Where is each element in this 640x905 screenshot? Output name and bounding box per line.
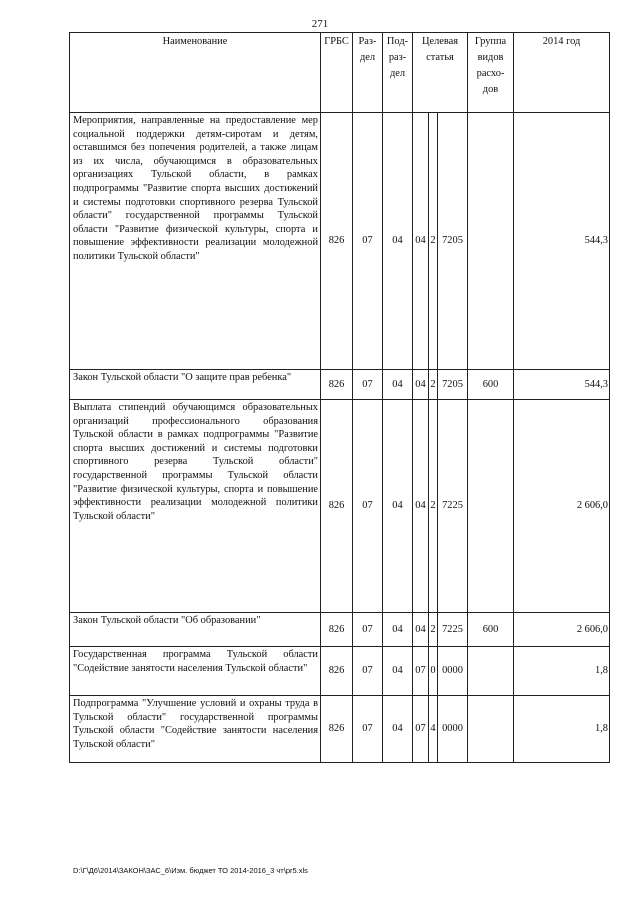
table-row (70, 696, 610, 763)
row-grbs: 826 (321, 400, 353, 613)
col-header-group: Группа видов расхо- дов (468, 33, 514, 113)
col-header-name: Наименование (70, 33, 321, 113)
col-header-target: Целевая статья (413, 33, 468, 113)
table-body (70, 113, 610, 763)
row-podrazdel: 04 (383, 696, 413, 763)
row-target-subprogram: 2 (429, 400, 438, 613)
row-target-subprogram: 4 (429, 696, 438, 763)
row-podrazdel: 04 (383, 370, 413, 400)
row-razdel: 07 (353, 400, 383, 613)
row-expense-group (468, 113, 514, 370)
row-target-code: 7225 (438, 613, 468, 647)
row-podrazdel: 04 (383, 647, 413, 696)
row-name: Выплата стипендий обучающимся образовательных организаций профессионального образования Тульской области в рамках подпрограммы "Развитие спорта высших достижений и системы подготовки спортивного резерва Тульской области" государственной программы Тульской области "Развитие физической культуры, спорта и повышение эффективности реализации молодежной политики Тульской области" (70, 400, 321, 613)
page-number: 271 (311, 18, 329, 30)
row-target-program: 07 (413, 696, 429, 763)
row-target-code: 7205 (438, 370, 468, 400)
row-target-program: 04 (413, 400, 429, 613)
row-amount: 544,3 (514, 113, 610, 370)
row-expense-group (468, 696, 514, 763)
row-target-program: 04 (413, 370, 429, 400)
table-row (70, 647, 610, 696)
row-amount: 2 606,0 (514, 613, 610, 647)
row-amount: 544,3 (514, 370, 610, 400)
row-target-subprogram: 2 (429, 613, 438, 647)
row-grbs: 826 (321, 113, 353, 370)
row-amount: 1,8 (514, 696, 610, 763)
row-grbs: 826 (321, 370, 353, 400)
row-target-program: 04 (413, 113, 429, 370)
row-target-code: 0000 (438, 696, 468, 763)
table-row (70, 370, 610, 400)
col-header-razdel: Раз- дел (353, 33, 383, 113)
row-name: Закон Тульской области "О защите прав ребенка" (70, 370, 321, 400)
row-name: Закон Тульской области "Об образовании" (70, 613, 321, 647)
row-target-subprogram: 2 (429, 113, 438, 370)
budget-table (69, 32, 610, 763)
row-razdel: 07 (353, 647, 383, 696)
row-podrazdel: 04 (383, 400, 413, 613)
row-target-subprogram: 0 (429, 647, 438, 696)
table-row (70, 613, 610, 647)
row-name: Мероприятия, направленные на предоставление мер социальной поддержки детям-сиротам и детям, оставшимся без попечения родителей, а также лицам из их числа, обучающимся в образовательных организациях Тульской области, в рамках подпрограммы "Развитие спорта высших достижений и системы подготовки спортивного резерва Тульской области" государственной программы Тульской области "Развитие физической культуры, спорта и повышение эффективности реализации молодежной политики Тульской области" (70, 113, 321, 370)
row-amount: 2 606,0 (514, 400, 610, 613)
file-path: D:\Г\Д6\2014\ЗАКОН\ЗАС_6\Изм. бюджет ТО 2014-2016_3 чт\pr5.xls (73, 866, 308, 875)
row-target-code: 0000 (438, 647, 468, 696)
row-grbs: 826 (321, 613, 353, 647)
row-amount: 1,8 (514, 647, 610, 696)
row-target-code: 7225 (438, 400, 468, 613)
row-target-program: 04 (413, 613, 429, 647)
row-expense-group: 600 (468, 613, 514, 647)
row-podrazdel: 04 (383, 613, 413, 647)
row-target-code: 7205 (438, 113, 468, 370)
col-header-grbs: ГРБС (321, 33, 353, 113)
table-row (70, 400, 610, 613)
row-podrazdel: 04 (383, 113, 413, 370)
row-razdel: 07 (353, 370, 383, 400)
row-expense-group (468, 647, 514, 696)
row-razdel: 07 (353, 696, 383, 763)
row-name: Государственная программа Тульской области "Содействие занятости населения Тульской области" (70, 647, 321, 696)
table-row (70, 113, 610, 370)
row-name: Подпрограмма "Улучшение условий и охраны труда в Тульской области" государственной программы Тульской области "Содействие занятости населения Тульской области" (70, 696, 321, 763)
header-row (70, 33, 610, 113)
row-target-subprogram: 2 (429, 370, 438, 400)
row-grbs: 826 (321, 696, 353, 763)
row-expense-group: 600 (468, 370, 514, 400)
row-razdel: 07 (353, 113, 383, 370)
col-header-podrazdel: Под- раз- дел (383, 33, 413, 113)
row-target-program: 07 (413, 647, 429, 696)
row-grbs: 826 (321, 647, 353, 696)
row-expense-group (468, 400, 514, 613)
row-razdel: 07 (353, 613, 383, 647)
col-header-year: 2014 год (514, 33, 610, 113)
